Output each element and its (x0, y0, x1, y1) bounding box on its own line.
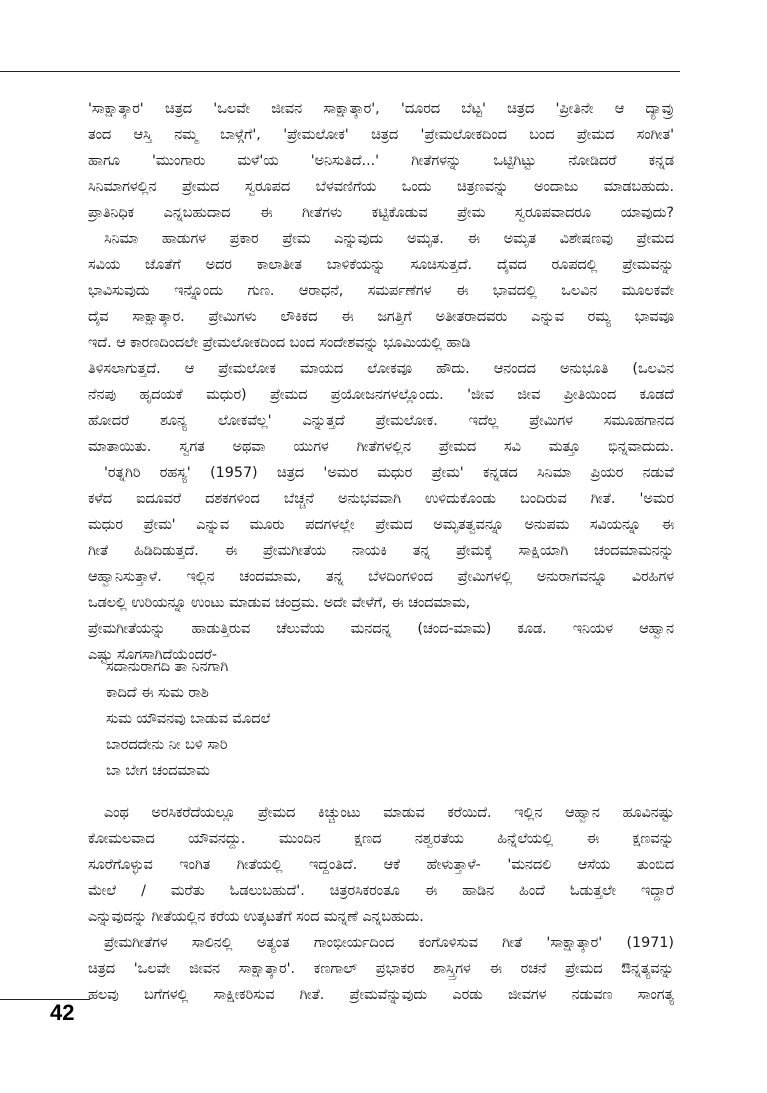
text-line: ಎನ್ನುವುದನ್ನು ಗೀತೆಯಲ್ಲಿನ ಕರೆಯ ಉತ್ಕಟತೆಗೆ ಸಂದ ಮನ್ನಣೆ ಎನ್ನಬಹುದು. (88, 909, 424, 925)
text-line: ಪ್ರೇಮಗೀತೆಗಳ ಸಾಲಿನಲ್ಲಿ ಅತ್ಯಂತ ಗಾಂಭೀರ್ಯದಿಂದ ಕಂಗೊಳಿಸುವ ಗೀತೆ 'ಸಾಕ್ಷಾತ್ಕಾರ' (1971) (104, 935, 674, 951)
footer-rule (0, 999, 90, 1000)
text-line: ಸಿನಿಮಾ ಹಾಡುಗಳ ಪ್ರಕಾರ ಪ್ರೇಮ ಎನ್ನುವುದು ಅಮೃತ. ಈ ಅಮೃತ ವಿಶೇಷಣವು ಪ್ರೇಮದ (104, 231, 674, 247)
poem-verse (106, 654, 270, 784)
text-line: ಎಷ್ಟು ಸೊಗಸಾಗಿದೆಯೆಂದರೆ- (88, 647, 218, 663)
text-line: ಇದೆ. ಆ ಕಾರಣದಿಂದಲೇ ಪ್ರೇಮಲೋಕದಿಂದ ಬಂದ ಸಂದೇಶವನ್ನು ಭೂಮಿಯಲ್ಲಿ ಹಾಡಿ (88, 335, 471, 351)
text-line: ಸವಿಯ ಜೊತೆಗೆ ಅದರ ಕಾಲಾತೀತ ಬಾಳಿಕೆಯನ್ನು ಸೂಚಿಸುತ್ತದೆ. ದೈವದ ರೂಪದಲ್ಲಿ ಪ್ರೇಮವನ್ನು (88, 257, 674, 273)
text-line: ನೆನಪು ಹೃದಯಕೆ ಮಧುರ) ಪ್ರೇಮದ ಪ್ರಯೋಜನಗಳಲ್ಲೊಂದು. 'ಜೀವ ಜೀವ ಪ್ರೀತಿಯಿಂದ ಕೂಡದೆ (88, 387, 674, 403)
poem-line: ಕಾದಿದೆ ಈ ಸುಮ ರಾಶಿ (106, 685, 209, 701)
text-line: ಹೋದರೆ ಶೂನ್ಯ ಲೋಕವೆಲ್ಲ' ಎನ್ನುತ್ತದೆ ಪ್ರೇಮಲೋಕ. ಇದೆಲ್ಲ ಪ್ರೇಮಿಗಳ ಸಮೂಹಗಾನದ (88, 413, 674, 429)
text-line: ಗೀತೆ ಹಿಡಿದಿಡುತ್ತದೆ. ಈ ಪ್ರೇಮಗೀತೆಯ ನಾಯಕಿ ತನ್ನ ಪ್ರೇಮಕ್ಕೆ ಸಾಕ್ಷಿಯಾಗಿ ಚಂದಮಾಮನನ್ನು (88, 543, 674, 559)
text-line: ಎಂಥ ಅರಸಿಕರೆದೆಯಲ್ಲೂ ಪ್ರೇಮದ ಕಿಚ್ಚುಂಟು ಮಾಡುವ ಕರೆಯಿದೆ. ಇಲ್ಲಿನ ಆಹ್ವಾನ ಹೂವಿನಷ್ಟು (104, 805, 674, 821)
text-line: ಒಡಲಲ್ಲಿ ಉರಿಯನ್ನೂ ಉಂಟು ಮಾಡುವ ಚಂದ್ರಮ. ಅದೇ ವೇಳೆಗೆ, ಈ ಚಂದಮಾಮ, (88, 595, 471, 611)
text-line: ಚಿತ್ರದ 'ಒಲವೇ ಜೀವನ ಸಾಕ್ಷಾತ್ಕಾರ'. ಕಣಗಾಲ್ ಪ್ರಭಾಕರ ಶಾಸ್ತ್ರಿಗಳ ಈ ರಚನೆ ಪ್ರೇಮದ ಔನ್ನತ್ಯವನ್ನು (88, 961, 674, 977)
poem-line: ಸದಾನುರಾಗದಿ ತಾ ನಿನಗಾಗಿ (106, 659, 229, 675)
text-line: ಭಾವಿಸುವುದು ಇನ್ನೊಂದು ಗುಣ. ಆರಾಧನೆ, ಸಮರ್ಪಣೆಗಳ ಈ ಭಾವದಲ್ಲಿ ಒಲವಿನ ಮೂಲಕವೇ (88, 283, 674, 299)
text-line: ಸಿನಿಮಾಗಳಲ್ಲಿನ ಪ್ರೇಮದ ಸ್ವರೂಪದ ಬೆಳವಣಿಗೆಯ ಒಂದು ಚಿತ್ರಣವನ್ನು ಅಂದಾಜು ಮಾಡಬಹುದು. (88, 179, 674, 195)
page-number: 42 (50, 1000, 75, 1025)
text-line: 'ಸಾಕ್ಷಾತ್ಕಾರ' ಚಿತ್ರದ 'ಒಲವೇ ಜೀವನ ಸಾಕ್ಷಾತ್ಕಾರ', 'ದೂರದ ಬೆಟ್ಟ' ಚಿತ್ರದ 'ಪ್ರೀತಿನೇ ಆ ದ್ಯಾವ್ರು (88, 101, 674, 117)
text-line: ಪ್ರೇಮಗೀತೆಯನ್ನು ಹಾಡುತ್ತಿರುವ ಚೆಲುವೆಯ ಮನದನ್ನ (ಚಂದ-ಮಾಮ) ಕೂಡ. ಇನಿಯಳ ಆಹ್ವಾನ (88, 621, 674, 637)
text-line: ಮಾತಾಯಿತು. ಸ್ವಗತ ಅಥವಾ ಯುಗಳ ಗೀತೆಗಳಲ್ಲಿನ ಪ್ರೇಮದ ಸವಿ ಮತ್ತೂ ಭಿನ್ನವಾದುದು. (88, 439, 674, 455)
poem-line: ಬಾರದದೇನು ನೀ ಬಳಿ ಸಾರಿ (106, 737, 228, 753)
header-rule (0, 71, 680, 72)
text-line: ಪ್ರಾತಿನಿಧಿಕ ಎನ್ನಬಹುದಾದ ಈ ಗೀತೆಗಳು ಕಟ್ಟಿಕೊಡುವ ಪ್ರೇಮ ಸ್ವರೂಪವಾದರೂ ಯಾವುದು? (88, 205, 674, 221)
poem-line: ಸುಮ ಯೌವನವು ಬಾಡುವ ಮೊದಲೆ (106, 711, 271, 727)
poem-line: ಬಾ ಬೇಗ ಚಂದಮಾಮ (106, 763, 210, 779)
text-line: ಕೋಮಲವಾದ ಯೌವನದ್ದು. ಮುಂದಿನ ಕ್ಷಣದ ನಶ್ವರತೆಯ ಹಿನ್ನೆಲೆಯಲ್ಲಿ ಈ ಕ್ಷಣವನ್ನು (88, 831, 674, 847)
text-line: 'ರತ್ನಗಿರಿ ರಹಸ್ಯ' (1957) ಚಿತ್ರದ 'ಅಮರ ಮಧುರ ಪ್ರೇಮ' ಕನ್ನಡದ ಸಿನಿಮಾ ಪ್ರಿಯರ ನಡುವೆ (104, 465, 674, 481)
text-line: ಹಾಗೂ 'ಮುಂಗಾರು ಮಳೆ'ಯ 'ಅನಿಸುತಿದೆ...' ಗೀತೆಗಳನ್ನು ಒಟ್ಟಿಗಿಟ್ಟು ನೋಡಿದರೆ ಕನ್ನಡ (88, 153, 674, 169)
paragraph-1 (88, 96, 674, 668)
text-line: ಸೂರೆಗೊಳ್ಳುವ ಇಂಗಿತ ಗೀತೆಯಲ್ಲಿ ಇದ್ದಂತಿದೆ. ಆಕೆ ಹೇಳುತ್ತಾಳೆ- 'ಮನದಲಿ ಆಸೆಯ ತುಂಬಿದ (88, 857, 674, 873)
text-line: ಹಲವು ಬಗೆಗಳಲ್ಲಿ ಸಾಕ್ಷೀಕರಿಸುವ ಗೀತೆ. ಪ್ರೇಮವೆನ್ನುವುದು ಎರಡು ಜೀವಗಳ ನಡುವಣ ಸಾಂಗತ್ಯ (88, 987, 674, 1003)
text-line: ತಿಳಿಸಲಾಗುತ್ತದೆ. ಆ ಪ್ರೇಮಲೋಕ ಮಾಯದ ಲೋಕವೂ ಹೌದು. ಆನಂದದ ಅನುಭೂತಿ (ಒಲವಿನ (88, 361, 674, 377)
text-line: ಮಧುರ ಪ್ರೇಮ' ಎನ್ನುವ ಮೂರು ಪದಗಳಲ್ಲೇ ಪ್ರೇಮದ ಅಮೃತತ್ವವನ್ನೂ ಅನುಪಮ ಸವಿಯನ್ನೂ ಈ (88, 517, 674, 533)
text-line: ಮೇಲೆ / ಮರೆತು ಓಡಲುಬಹುದೆ'. ಚಿತ್ರರಸಿಕರಂತೂ ಈ ಹಾಡಿನ ಹಿಂದೆ ಓಡುತ್ತಲೇ ಇದ್ದಾರೆ (88, 883, 674, 899)
text-line: ದೈವ ಸಾಕ್ಷಾತ್ಕಾರ. ಪ್ರೇಮಿಗಳು ಲೌಕಿಕದ ಈ ಜಗತ್ತಿಗೆ ಅತೀತರಾದವರು ಎನ್ನುವ ರಮ್ಯ ಭಾವವೂ (88, 309, 674, 325)
text-line: ಕಳೆದ ಐದೂವರೆ ದಶಕಗಳಿಂದ ಬೆಚ್ಚನೆ ಅನುಭವವಾಗಿ ಉಳಿದುಕೊಂಡು ಬಂದಿರುವ ಗೀತೆ. 'ಅಮರ (88, 491, 674, 507)
text-line: ಆಹ್ವಾನಿಸುತ್ತಾಳೆ. ಇಲ್ಲಿನ ಚಂದಮಾಮ, ತನ್ನ ಬೆಳದಿಂಗಳಿಂದ ಪ್ರೇಮಿಗಳಲ್ಲಿ ಅನುರಾಗವನ್ನೂ ವಿರಹಿಗಳ (88, 569, 674, 585)
text-line: ತಂದ ಆಸ್ತಿ ನಮ್ಮ ಬಾಳ್ಗೆಗೆ', 'ಪ್ರೇಮಲೋಕ' ಚಿತ್ರದ 'ಪ್ರೇಮಲೋಕದಿಂದ ಬಂದ ಪ್ರೇಮದ ಸಂಗೀತ' (88, 127, 674, 143)
paragraph-2 (88, 800, 674, 1008)
